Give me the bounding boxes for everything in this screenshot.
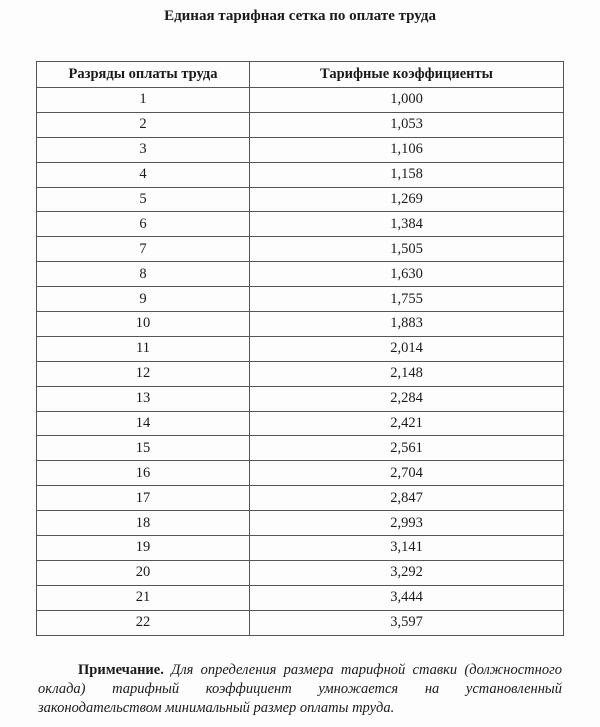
note-label: Примечание. (78, 662, 164, 678)
coefficient-cell: 2,148 (250, 361, 564, 386)
document-title: Единая тарифная сетка по оплате труда (164, 8, 436, 24)
grade-cell: 3 (37, 137, 250, 162)
grade-cell: 9 (37, 287, 250, 312)
table-body (37, 88, 564, 636)
table-row (37, 610, 564, 635)
coefficient-cell: 2,421 (250, 411, 564, 436)
coefficient-cell: 1,269 (250, 187, 564, 212)
coefficient-cell: 1,158 (250, 162, 564, 187)
grade-cell: 10 (37, 312, 250, 337)
table-row (37, 287, 564, 312)
table-row (37, 187, 564, 212)
table-row (37, 411, 564, 436)
table-row (37, 212, 564, 237)
coefficient-cell: 1,755 (250, 287, 564, 312)
table-row (37, 436, 564, 461)
grade-cell: 13 (37, 386, 250, 411)
coefficient-cell: 2,847 (250, 486, 564, 511)
column-header-coefficient: Тарифные коэффициенты (250, 62, 564, 88)
table-row (37, 137, 564, 162)
coefficient-cell: 1,106 (250, 137, 564, 162)
grade-cell: 20 (37, 560, 250, 585)
coefficient-cell: 1,053 (250, 112, 564, 137)
coefficient-cell: 3,597 (250, 610, 564, 635)
table-row (37, 511, 564, 536)
table-header-row (37, 62, 564, 88)
grade-cell: 12 (37, 361, 250, 386)
grade-cell: 14 (37, 411, 250, 436)
table-row (37, 88, 564, 113)
grade-cell: 11 (37, 336, 250, 361)
coefficient-cell: 1,630 (250, 262, 564, 287)
grade-cell: 2 (37, 112, 250, 137)
table-row (37, 486, 564, 511)
grade-cell: 19 (37, 536, 250, 561)
table-row (37, 560, 564, 585)
table-row (37, 162, 564, 187)
coefficient-cell: 2,014 (250, 336, 564, 361)
grade-cell: 4 (37, 162, 250, 187)
coefficient-cell: 2,704 (250, 461, 564, 486)
coefficient-cell: 1,384 (250, 212, 564, 237)
table-row (37, 336, 564, 361)
table-row (37, 237, 564, 262)
table-row (37, 585, 564, 610)
table-row (37, 536, 564, 561)
table-row (37, 361, 564, 386)
coefficient-cell: 3,141 (250, 536, 564, 561)
grade-cell: 1 (37, 88, 250, 113)
grade-cell: 22 (37, 610, 250, 635)
coefficient-cell: 3,292 (250, 560, 564, 585)
grade-cell: 15 (37, 436, 250, 461)
note-paragraph (38, 661, 562, 718)
table-row (37, 262, 564, 287)
grade-cell: 17 (37, 486, 250, 511)
coefficient-cell: 2,284 (250, 386, 564, 411)
grade-cell: 7 (37, 237, 250, 262)
table-row (37, 461, 564, 486)
grade-cell: 16 (37, 461, 250, 486)
coefficient-cell: 1,000 (250, 88, 564, 113)
tariff-grid-table (36, 61, 564, 636)
grade-cell: 6 (37, 212, 250, 237)
coefficient-cell: 2,561 (250, 436, 564, 461)
grade-cell: 18 (37, 511, 250, 536)
column-header-grade: Разряды оплаты труда (37, 62, 250, 88)
coefficient-cell: 3,444 (250, 585, 564, 610)
coefficient-cell: 1,505 (250, 237, 564, 262)
grade-cell: 8 (37, 262, 250, 287)
note-text: Для определения размера тарифной ставки (должностного оклада) тарифный коэффициент умножается на установленный законодательством минимальный размер оплаты труда. (38, 662, 562, 716)
table-row (37, 312, 564, 337)
coefficient-cell: 1,883 (250, 312, 564, 337)
grade-cell: 5 (37, 187, 250, 212)
table-row (37, 112, 564, 137)
grade-cell: 21 (37, 585, 250, 610)
coefficient-cell: 2,993 (250, 511, 564, 536)
table-row (37, 386, 564, 411)
